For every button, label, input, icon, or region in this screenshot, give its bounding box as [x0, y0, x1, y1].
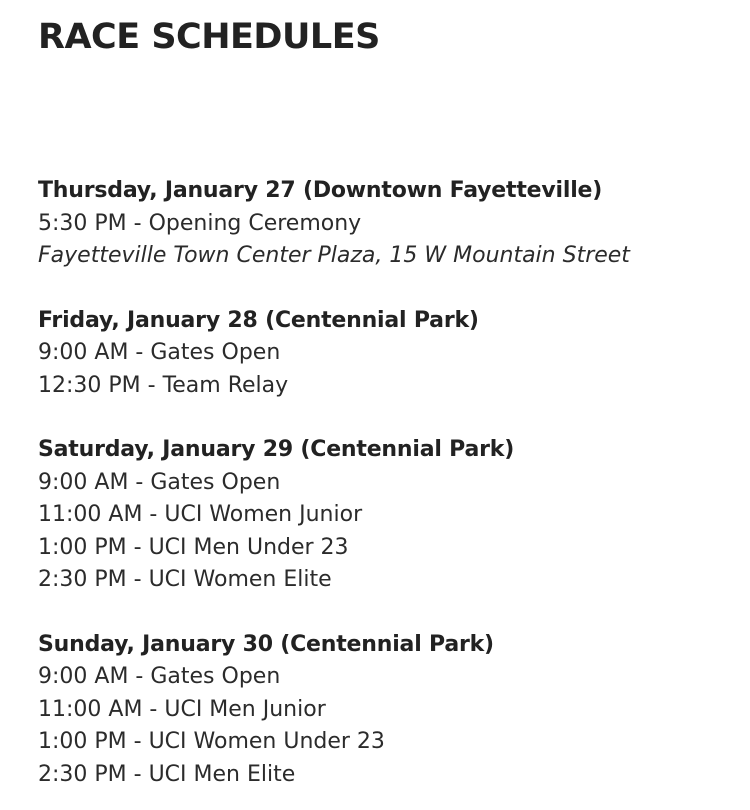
- day-friday: [38, 305, 740, 403]
- day-heading: Saturday, January 29 (Centennial Park): [38, 437, 515, 462]
- event-item: 11:00 AM - UCI Men Junior: [38, 696, 326, 722]
- event-item: 2:30 PM - UCI Men Elite: [38, 761, 296, 787]
- event-item: 2:30 PM - UCI Women Elite: [38, 567, 332, 592]
- event-item: 9:00 AM - Gates Open: [38, 469, 281, 495]
- day-thursday: [38, 175, 740, 273]
- event-item: 9:00 AM - Gates Open: [38, 340, 281, 365]
- event-item: 1:00 PM - UCI Women Under 23: [38, 729, 385, 754]
- event-item: 11:00 AM - UCI Women Junior: [38, 502, 363, 527]
- venue-address: Fayetteville Town Center Plaza, 15 W Mountain Street: [38, 243, 630, 268]
- day-sunday: [38, 629, 740, 792]
- day-saturday: [38, 434, 740, 597]
- event-item: 9:00 AM - Gates Open: [38, 664, 281, 689]
- event-item: 5:30 PM - Opening Ceremony: [38, 210, 362, 236]
- event-item: 1:00 PM - UCI Men Under 23: [38, 534, 349, 560]
- event-item: 12:30 PM - Team Relay: [38, 372, 289, 398]
- schedule-list: [38, 175, 740, 791]
- day-heading: Sunday, January 30 (Centennial Park): [38, 631, 494, 657]
- day-heading: Friday, January 28 (Centennial Park): [38, 307, 479, 333]
- day-heading: Thursday, January 27 (Downtown Fayetteville): [38, 178, 603, 203]
- page-title: RACE SCHEDULES: [38, 17, 380, 57]
